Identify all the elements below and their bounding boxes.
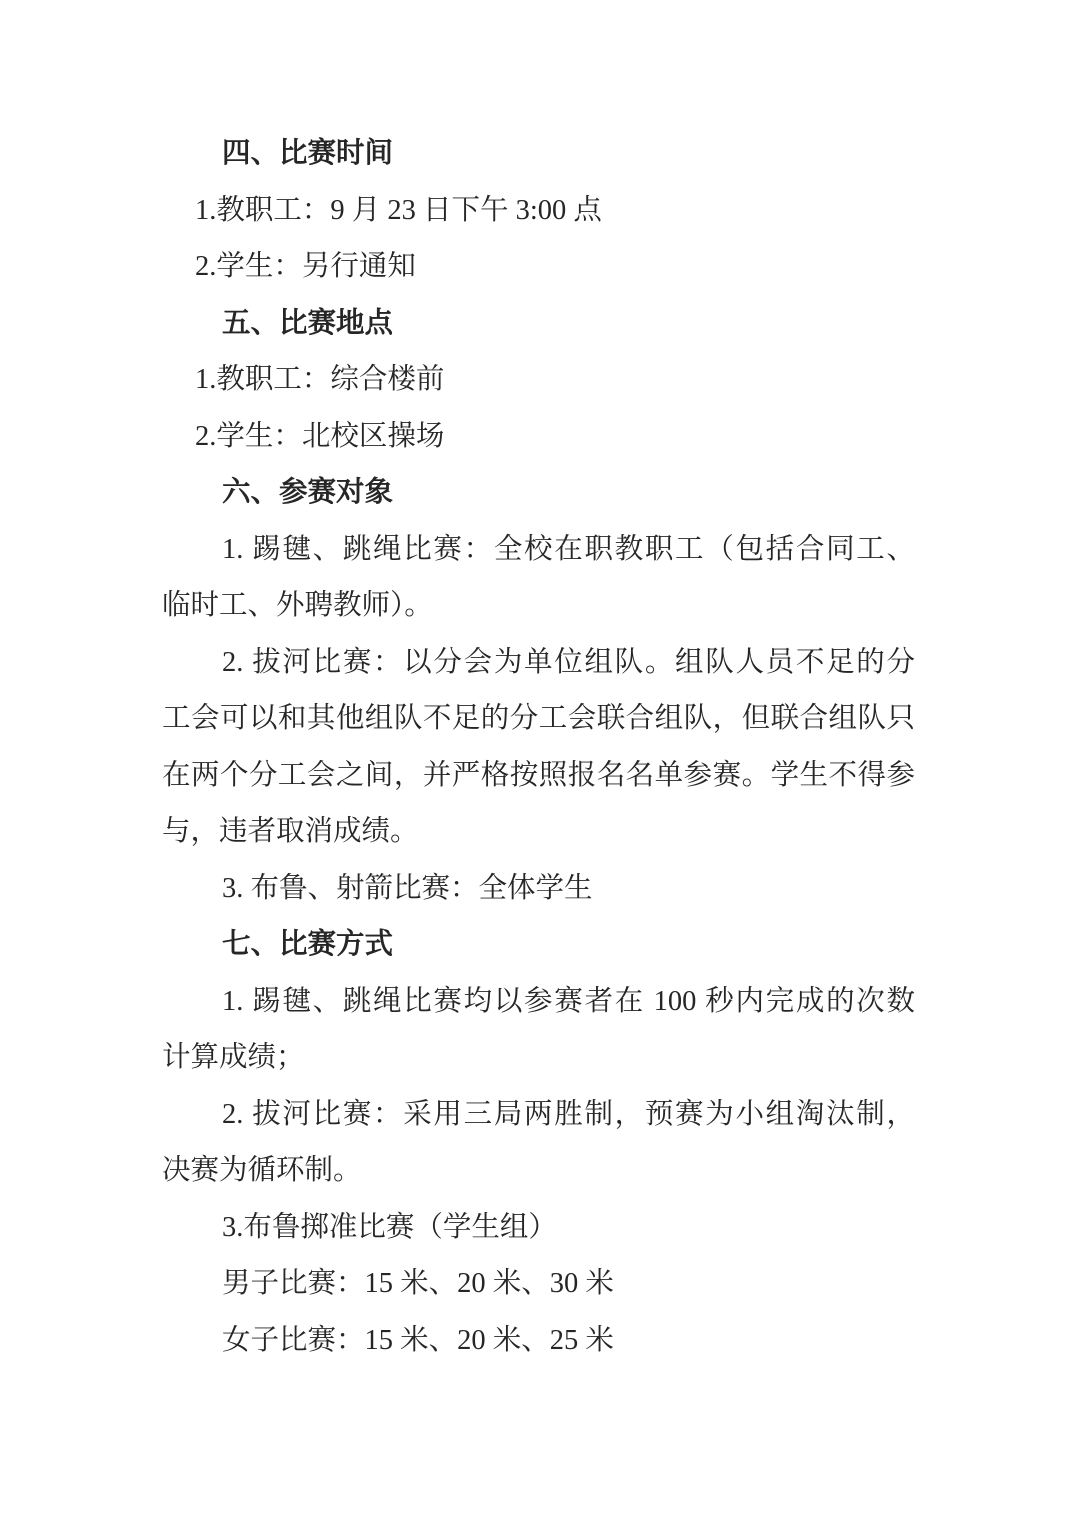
line-participants-item2-b: 工会可以和其他组队不足的分工会联合组队，但联合组队只 [162,703,915,734]
line-participants-item1-b: 临时工、外聘教师）。 [162,590,433,621]
line-format-item3: 3.布鲁掷准比赛（学生组） [222,1211,557,1243]
line-time-students: 2.学生：另行通知 [195,251,416,282]
line-location-staff: 1.教职工：综合楼前 [195,364,445,395]
heading-competition-format: 七、比赛方式 [222,929,394,960]
line-participants-item1-a: 1. 踢毽、跳绳比赛：全校在职教职工（包括合同工、 [222,533,915,565]
line-location-students: 2.学生：北校区操场 [195,420,445,452]
line-format-item2-a: 2. 拔河比赛：采用三局两胜制，预赛为小组淘汰制， [222,1098,915,1130]
line-participants-item3: 3. 布鲁、射箭比赛：全体学生 [222,872,593,904]
line-time-staff: 1.教职工：9 月 23 日下午 3:00 点 [195,194,602,226]
line-format-women-distances: 女子比赛：15 米、20 米、25 米 [222,1324,614,1356]
heading-participants: 六、参赛对象 [222,477,394,508]
document-body [162,126,915,1369]
line-format-item1-a: 1. 踢毽、跳绳比赛均以参赛者在 100 秒内完成的次数 [222,985,915,1017]
heading-competition-time: 四、比赛时间 [222,138,394,169]
heading-competition-location: 五、比赛地点 [222,307,394,339]
line-format-item1-b: 计算成绩； [162,1042,305,1073]
line-participants-item2-a: 2. 拔河比赛：以分会为单位组队。组队人员不足的分 [222,646,915,678]
line-format-men-distances: 男子比赛：15 米、20 米、30 米 [222,1268,614,1299]
line-participants-item2-d: 与，违者取消成绩。 [162,816,419,847]
line-format-item2-b: 决赛为循环制。 [162,1155,362,1186]
line-participants-item2-c: 在两个分工会之间，并严格按照报名名单参赛。学生不得参 [162,759,915,791]
